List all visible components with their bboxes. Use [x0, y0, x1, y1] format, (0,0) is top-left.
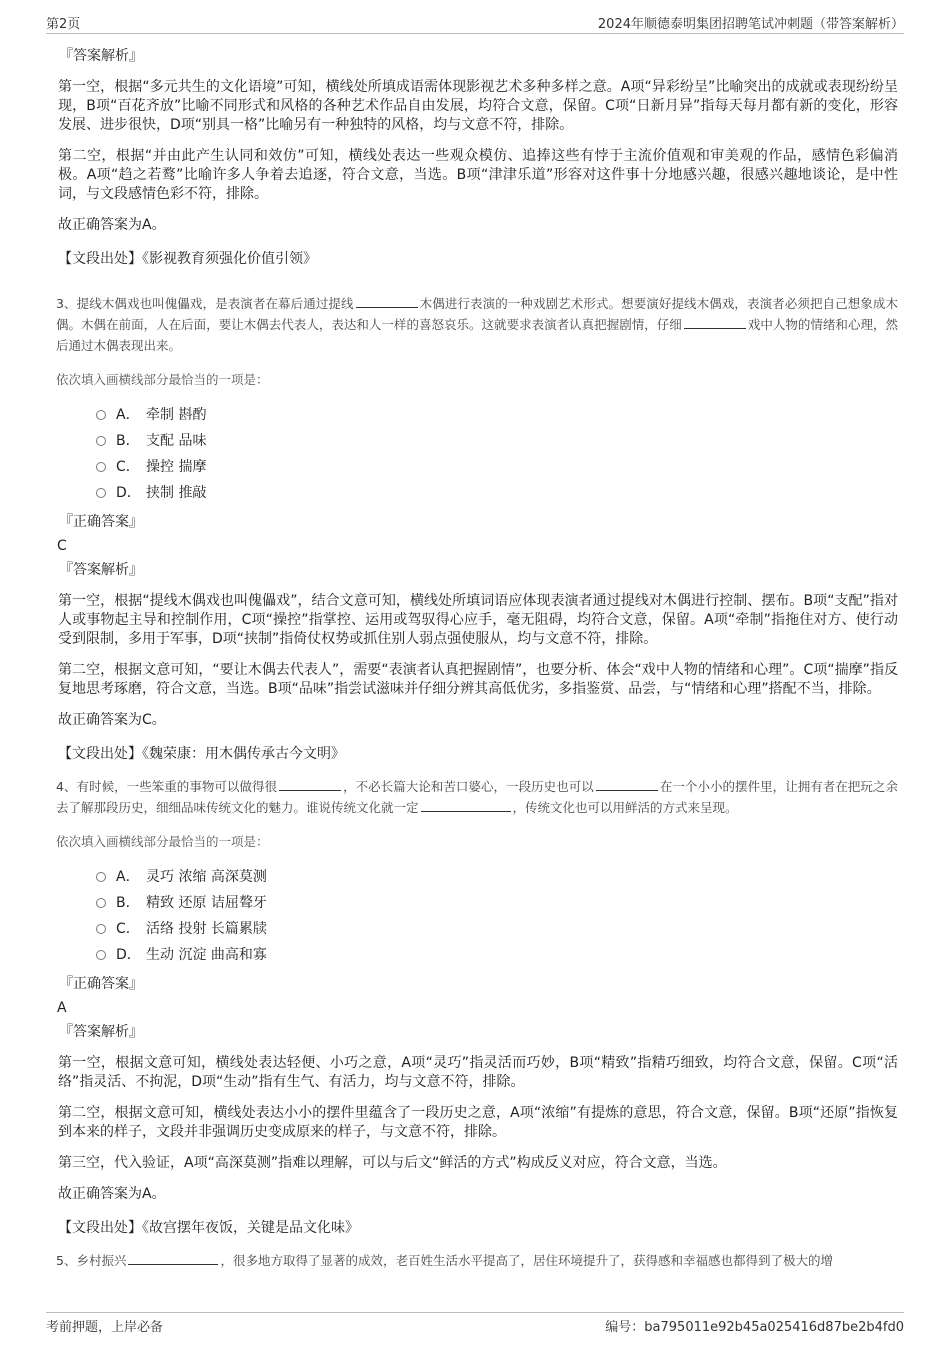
- question-text-part: 在一个小小的摆件里，让拥有者在把玩之余去了解那段历史，细细品味传统文化的魅力。谁说传统文化就一定: [56, 779, 898, 815]
- option-d[interactable]: [96, 480, 898, 506]
- option-a[interactable]: [96, 864, 898, 890]
- document-content: [56, 46, 898, 1271]
- fill-blank: [279, 777, 341, 791]
- analysis-paragraph: 第二空，根据文意可知，“要让木偶去代表人”，需要“表演者认真把握剧情”，也要分析、体会“戏中人物的情绪和心理”。C项“揣摩”指反复地思考琢磨，符合文意，当选。B项“品味”指尝试滋味并仔细分辨其高低优劣，多指鉴赏、品尝，与“情绪和心理”搭配不当，排除。: [58, 662, 898, 697]
- question-2-analysis: [56, 46, 898, 269]
- option-b[interactable]: [96, 890, 898, 916]
- correct-answer-tag: 『正确答案』: [59, 976, 143, 992]
- conclusion: 故正确答案为C。: [58, 712, 166, 728]
- question-instruction: 依次填入画横线部分最恰当的一项是：: [56, 834, 269, 849]
- question-3: [56, 293, 898, 764]
- radio-icon[interactable]: [96, 410, 106, 420]
- option-a[interactable]: [96, 402, 898, 428]
- option-text: 精致 还原 诘屈聱牙: [146, 895, 267, 911]
- question-text: [56, 293, 898, 356]
- question-text-part: ，不必长篇大论和苦口婆心，一段历史也可以: [343, 779, 594, 794]
- option-letter: C．: [116, 921, 140, 937]
- answer-options: [96, 402, 898, 506]
- conclusion: 故正确答案为A。: [58, 217, 166, 233]
- document-code: 编号：ba795011e92b45a025416d87be2b4fd0: [605, 1320, 904, 1335]
- question-text-part: 3、提线木偶戏也叫傀儡戏，是表演者在幕后通过提线: [56, 296, 354, 311]
- fill-blank: [421, 798, 511, 812]
- radio-icon[interactable]: [96, 872, 106, 882]
- option-letter: B．: [116, 895, 140, 911]
- page-number: 第2页: [46, 17, 81, 32]
- radio-icon[interactable]: [96, 950, 106, 960]
- answer-options: [96, 864, 898, 968]
- option-letter: C．: [116, 459, 140, 475]
- question-instruction: 依次填入画横线部分最恰当的一项是：: [56, 372, 269, 387]
- option-text: 挟制 推敲: [146, 485, 207, 501]
- fill-blank: [128, 1251, 218, 1265]
- option-letter: D．: [116, 485, 141, 501]
- fill-blank: [596, 777, 658, 791]
- option-c[interactable]: [96, 916, 898, 942]
- footer-motto: 考前押题，上岸必备: [46, 1320, 164, 1335]
- radio-icon[interactable]: [96, 436, 106, 446]
- analysis-paragraph: 第二空，根据文意可知，横线处表达小小的摆件里蕴含了一段历史之意，A项“浓缩”有提炼的意思，符合文意，保留。B项“还原”指恢复到本来的样子，文段并非强调历史变成原来的样子，与文意不符，排除。: [58, 1105, 898, 1140]
- page-header: [46, 13, 904, 34]
- source-citation: 【文段出处】《影视教育须强化价值引领》: [58, 251, 317, 267]
- analysis-paragraph: 第一空，根据文意可知，横线处表达轻便、小巧之意，A项“灵巧”指灵活而巧妙，B项“精致”指精巧细致，均符合文意，保留。C项“活络”指灵活、不拘泥，D项“生动”指有生气、有活力，均与文意不符，排除。: [58, 1055, 898, 1090]
- option-b[interactable]: [96, 428, 898, 454]
- document-title: 2024年顺德泰明集团招聘笔试冲刺题（带答案解析）: [597, 17, 904, 32]
- question-text-part: 5、乡村振兴: [56, 1253, 127, 1268]
- question-text-part: 4、有时候，一些笨重的事物可以做得很: [56, 779, 278, 794]
- analysis-paragraph: 第一空，根据“多元共生的文化语境”可知，横线处所填成语需体现影视艺术多种多样之意。A项“异彩纷呈”比喻突出的成就或表现纷纷呈现，B项“百花齐放”比喻不同形式和风格的各种艺术作品自由发展，均符合文意，保留。C项“日新月异”指每天每月都有新的变化，形容发展、进步很快，D项“别具一格”比喻另有一种独特的风格，均与文意不符，排除。: [58, 79, 898, 133]
- radio-icon[interactable]: [96, 462, 106, 472]
- option-letter: A．: [116, 407, 140, 423]
- radio-icon[interactable]: [96, 488, 106, 498]
- analysis-paragraph: 第二空，根据“并由此产生认同和效仿”可知，横线处表达一些观众模仿、追捧这些有悖于主流价值观和审美观的作品，感情色彩偏消极。A项“趋之若鹜”比喻许多人争着去追逐，符合文意，当选。B项“津津乐道”形容对这件事十分地感兴趣，很感兴趣地谈论，是中性词，与文段感情色彩不符，排除。: [58, 148, 898, 202]
- option-text: 操控 揣摩: [146, 459, 207, 475]
- question-5: [56, 1250, 898, 1271]
- option-text: 灵巧 浓缩 高深莫测: [146, 869, 267, 885]
- option-letter: A．: [116, 869, 140, 885]
- option-d[interactable]: [96, 942, 898, 968]
- fill-blank: [356, 294, 418, 308]
- option-text: 活络 投射 长篇累牍: [146, 921, 267, 937]
- question-text: [56, 1250, 898, 1271]
- source-citation: 【文段出处】《故宫摆年夜饭，关键是品文化味》: [58, 1220, 359, 1236]
- source-citation: 【文段出处】《魏荣康：用木偶传承古今文明》: [58, 746, 345, 762]
- analysis-paragraph: 第一空，根据“提线木偶戏也叫傀儡戏”，结合文意可知，横线处所填词语应体现表演者通过提线对木偶进行控制、摆布。B项“支配”指对人或事物起主导和控制作用，C项“操控”指掌控、运用或驾驭得心应手，毫无阻碍，均符合文意，保留。A项“牵制”指拖住对方、使行动受到限制，多用于军事，D项“挟制”指倚仗权势或抓住别人弱点强使服从，均与文意不符，排除。: [58, 593, 898, 647]
- option-text: 支配 品味: [146, 433, 207, 449]
- question-text-part: ，很多地方取得了显著的成效，老百姓生活水平提高了，居住环境提升了，获得感和幸福感也都得到了极大的增: [220, 1253, 833, 1268]
- question-text-part: 木偶进行表演的一种戏剧艺术形式。想要演好提线木偶戏，表演者必须把自己想象成木偶。木偶在前面，人在后面，要让木偶去代表人，表达和人一样的喜怒哀乐。这就要求表演者认真把握剧情，仔细: [56, 296, 898, 332]
- question-4: [56, 776, 898, 1238]
- analysis-tag: 『答案解析』: [59, 562, 143, 578]
- option-letter: D．: [116, 947, 141, 963]
- correct-answer: C: [57, 538, 67, 554]
- option-c[interactable]: [96, 454, 898, 480]
- option-letter: B．: [116, 433, 140, 449]
- analysis-paragraph: 第三空，代入验证，A项“高深莫测”指难以理解，可以与后文“鲜活的方式”构成反义对应，符合文意，当选。: [58, 1155, 727, 1171]
- analysis-tag: 『答案解析』: [59, 48, 143, 64]
- option-text: 生动 沉淀 曲高和寡: [146, 947, 267, 963]
- radio-icon[interactable]: [96, 898, 106, 908]
- fill-blank: [684, 315, 746, 329]
- option-text: 牵制 斟酌: [146, 407, 207, 423]
- question-text-part: 戏中人物的情绪和心理，然后通过木偶表现出来。: [56, 317, 898, 353]
- question-text-part: ，传统文化也可以用鲜活的方式来呈现。: [512, 800, 738, 815]
- analysis-tag: 『答案解析』: [59, 1024, 143, 1040]
- radio-icon[interactable]: [96, 924, 106, 934]
- page-footer: [46, 1312, 904, 1336]
- correct-answer-tag: 『正确答案』: [59, 514, 143, 530]
- conclusion: 故正确答案为A。: [58, 1186, 166, 1202]
- correct-answer: A: [57, 1000, 67, 1016]
- question-text: [56, 776, 898, 818]
